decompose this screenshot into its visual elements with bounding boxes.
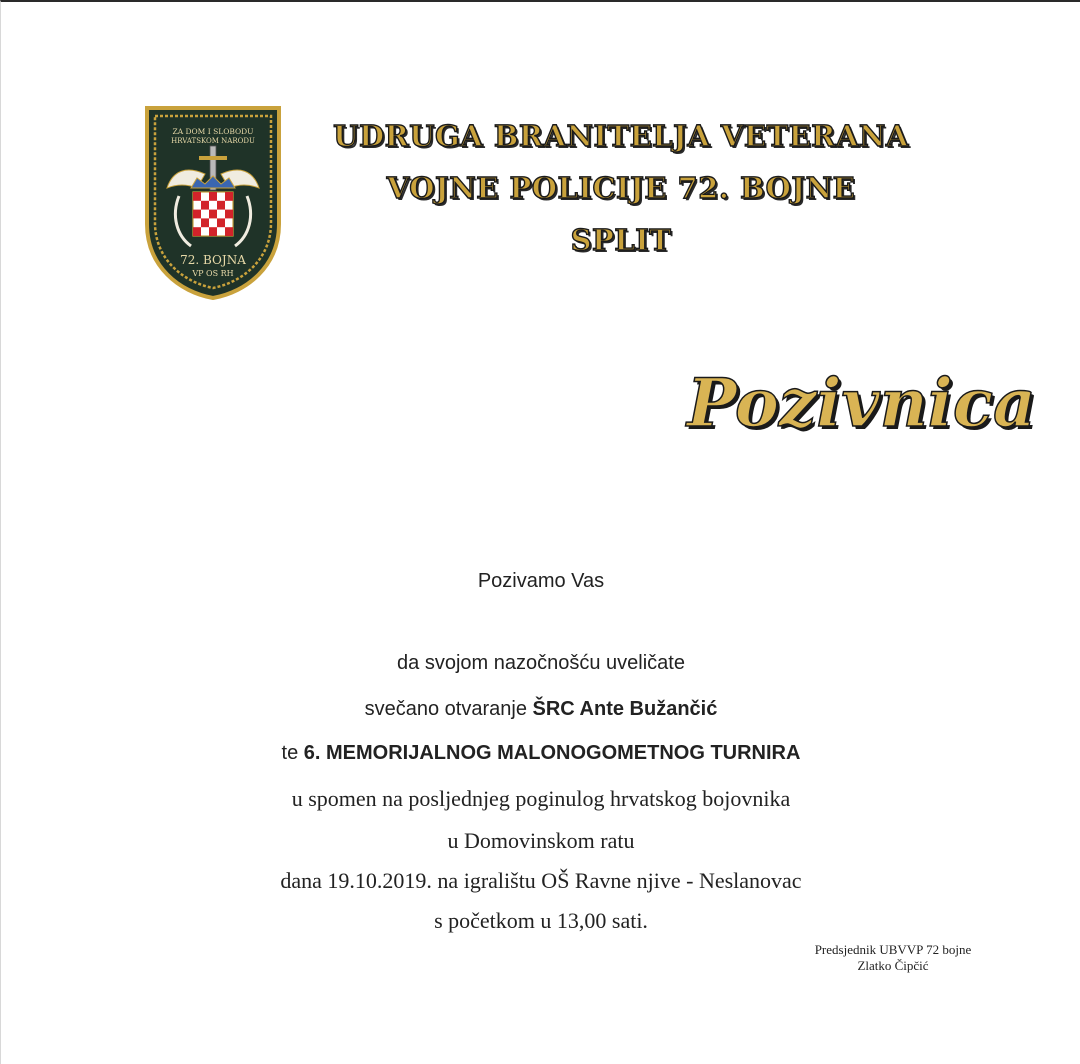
emblem-sub-text: VP OS RH — [192, 269, 234, 278]
invitation-line-3-prefix: te — [281, 742, 304, 764]
invitation-line-5: u Domovinskom ratu — [447, 828, 635, 853]
signature-name: Zlatko Čipčić — [857, 958, 929, 973]
invitation-opening: Pozivamo Vas — [477, 570, 605, 592]
organization-name — [321, 110, 921, 266]
signature-block — [781, 942, 1005, 974]
emblem-unit-text: 72. BOJNA — [180, 253, 246, 267]
venue-name: ŠRC Ante Bužančić — [532, 698, 718, 720]
unit-emblem-logo — [143, 104, 283, 300]
organization-line-3: SPLIT — [570, 223, 672, 257]
invitation-line-2 — [141, 698, 941, 721]
invitation-start-time: s početkom u 13,00 sati. — [434, 908, 648, 933]
emblem-arc-text-2: HRVATSKOM NARODU — [171, 137, 255, 145]
invitation-line-2-prefix: svečano otvaranje — [364, 698, 533, 720]
emblem-arc-text-1: ZA DOM I SLOBODU — [172, 127, 254, 136]
invitation-line-1: da svojom nazočnošću uveličate — [397, 652, 685, 674]
organization-line-1: UDRUGA BRANITELJA VETERANA — [333, 119, 909, 153]
tournament-name: 6. MEMORIJALNOG MALONOGOMETNOG TURNIRA — [303, 742, 801, 764]
organization-line-2: VOJNE POLICIJE 72. BOJNE — [386, 171, 856, 205]
invitation-line-4: u spomen na posljednjeg poginulog hrvatskog bojovnika — [291, 786, 791, 811]
invitation-line-3 — [141, 742, 941, 765]
invitation-date-location: dana 19.10.2019. na igralištu OŠ Ravne njive - Neslanovac — [280, 868, 802, 893]
invitation-title: Pozivnica — [687, 364, 1036, 442]
signature-role: Predsjednik UBVVP 72 bojne — [814, 942, 972, 957]
